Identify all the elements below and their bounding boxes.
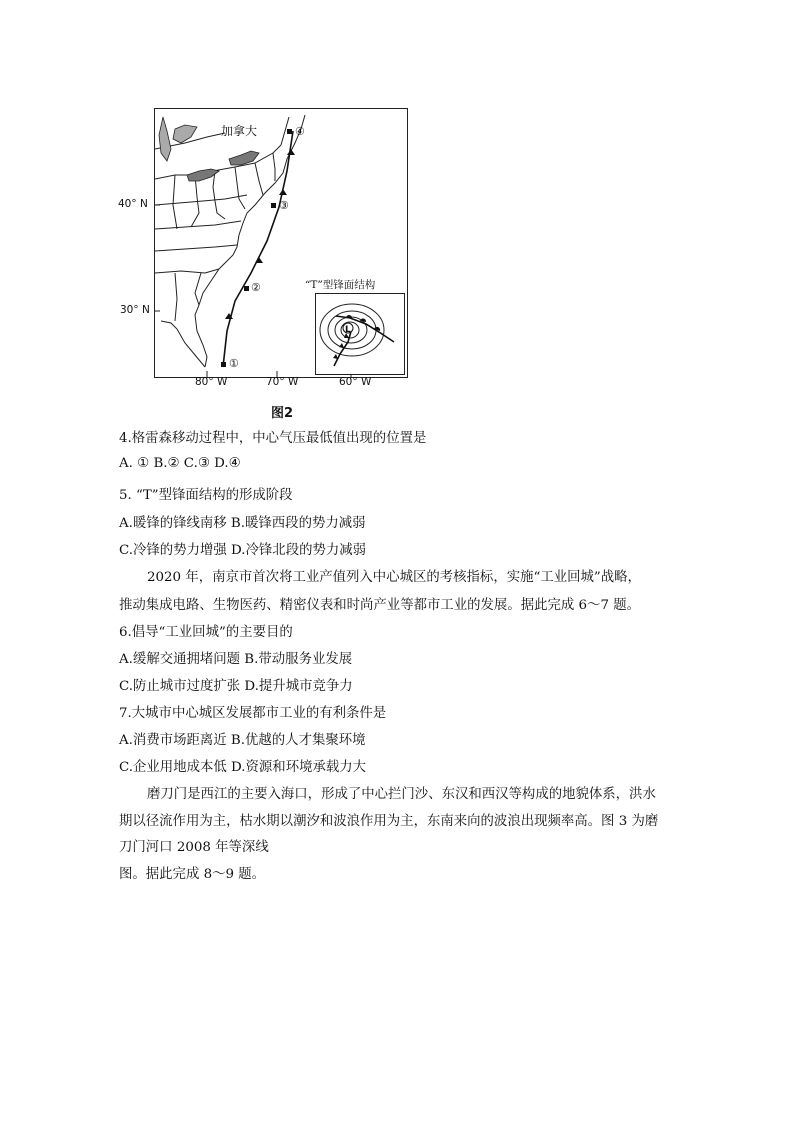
- passage2-line3: 刀门河口 2008 年等深线: [119, 840, 269, 855]
- q5-options-2: C.冷锋的势力增强 D.冷锋北段的势力减弱: [119, 543, 367, 558]
- inset-title: “T”型锋面结构: [305, 279, 376, 291]
- q7-options-2: C.企业用地成本低 D.资源和环境承载力大: [119, 760, 367, 775]
- passage1-line2: 推动集成电路、生物医药、精密仪表和时尚产业等都市工业的发展。据此完成 6～7 题。: [119, 598, 641, 613]
- lat-label-30n: 30° N: [120, 304, 150, 316]
- q6-options-2: C.防止城市过度扩张 D.提升城市竞争力: [119, 679, 353, 694]
- country-label-canada: 加拿大: [221, 124, 258, 138]
- inset-frontal-structure: [315, 293, 405, 375]
- map-figure: [154, 108, 408, 378]
- track-point-1: ①: [229, 357, 239, 370]
- passage2-line2: 期以径流作用为主，枯水期以潮汐和波浪作用为主，东南来向的波浪出现频率高。图 3 为磨: [119, 814, 659, 829]
- lon-label-80w: 80° W: [195, 376, 228, 388]
- q7-stem: 7.大城市中心城区发展都市工业的有利条件是: [119, 706, 387, 721]
- figure-caption: 图2: [271, 406, 294, 421]
- q6-options-1: A.缓解交通拥堵问题 B.带动服务业发展: [119, 652, 353, 667]
- q4-stem: 4.格雷森移动过程中，中心气压最低值出现的位置是: [119, 431, 427, 446]
- track-point-3: ③: [279, 199, 289, 212]
- inset-drawing: [316, 294, 404, 374]
- track-point-2: ②: [251, 281, 261, 294]
- q7-options-1: A.消费市场距离近 B.优越的人才集聚环境: [119, 733, 366, 748]
- q4-options: A. ① B.② C.③ D.④: [119, 456, 241, 471]
- lat-label-40n: 40° N: [118, 198, 148, 210]
- q5-options-1: A.暖锋的锋线南移 B.暖锋西段的势力减弱: [119, 516, 366, 531]
- q5-stem: 5. “T”型锋面结构的形成阶段: [119, 488, 293, 503]
- track-point-4: ④: [295, 125, 305, 138]
- q6-stem: 6.倡导“工业回城”的主要目的: [119, 625, 293, 640]
- inset-low-label: L: [345, 325, 351, 335]
- lon-label-60w: 60° W: [339, 376, 372, 388]
- lon-label-70w: 70° W: [266, 376, 299, 388]
- passage2-line4: 图。据此完成 8～9 题。: [119, 867, 266, 882]
- passage2-line1: 磨刀门是西江的主要入海口，形成了中心拦门沙、东汉和西汉等构成的地貌体系，洪水: [147, 787, 656, 802]
- passage1-line1: 2020 年，南京市首次将工业产值列入中心城区的考核指标，实施“工业回城”战略，: [147, 570, 641, 585]
